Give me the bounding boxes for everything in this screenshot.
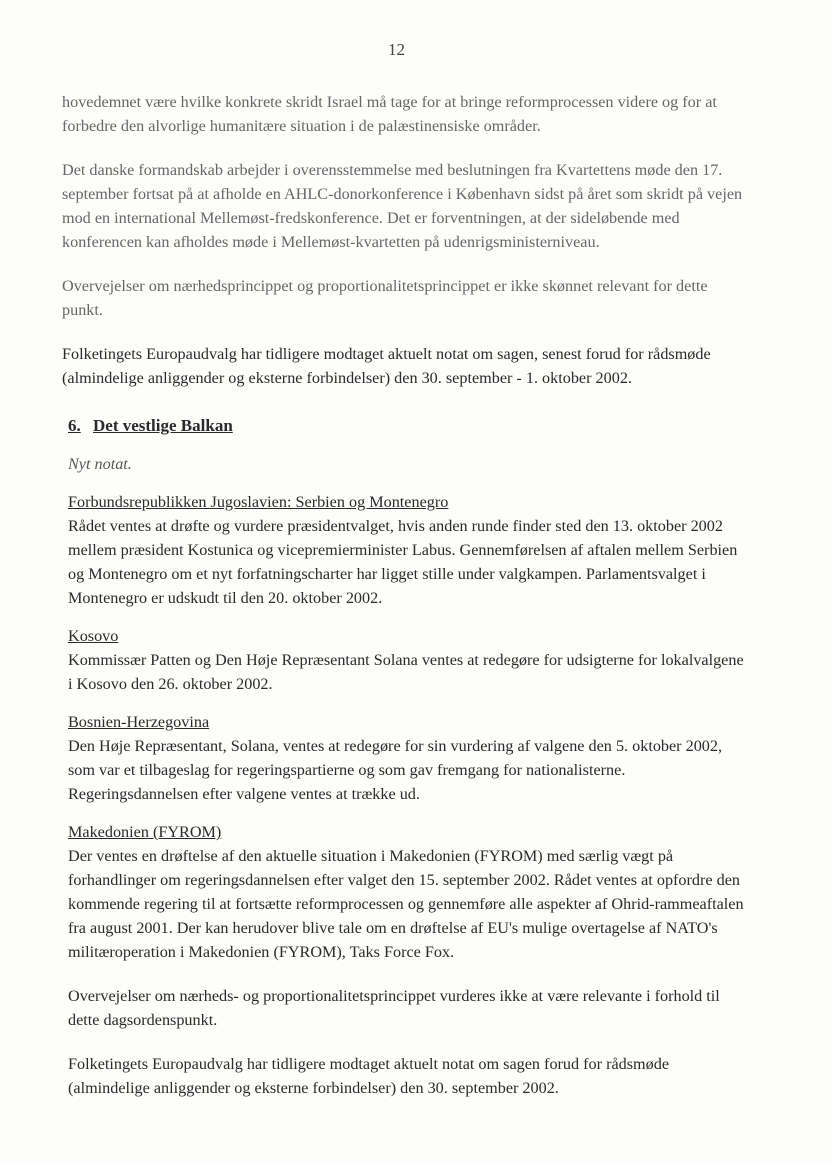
subsection-title: Forbundsrepublikken Jugoslavien: Serbien og Montenegro <box>68 493 449 511</box>
subsection-title: Bosnien-Herzegovina <box>68 713 210 731</box>
section-number: 6. <box>68 416 81 435</box>
document-body <box>62 90 752 1120</box>
subsection <box>68 820 752 964</box>
intro-paragraph: hovedemnet være hvilke konkrete skridt Israel må tage for at bringe reformprocessen videre og for at forbedre den alvorlige humanitære situation i de palæstinensiske områder. <box>62 93 717 135</box>
subsection <box>68 624 752 696</box>
subsection-title: Makedonien (FYROM) <box>68 823 222 841</box>
intro-paragraph: Folketingets Europaudvalg har tidligere modtaget aktuelt notat om sagen, senest forud for rådsmøde (almindelige anliggender og eksterne forbindelser) den 30. september - 1. oktober 2002. <box>62 345 711 387</box>
section-title: Det vestlige Balkan <box>93 416 233 435</box>
intro-paragraph: Overvejelser om nærhedsprincippet og proportionalitetsprincippet er ikke skønnet relevant for dette punkt. <box>62 277 708 319</box>
subsection-text: Rådet ventes at drøfte og vurdere præsidentvalget, hvis anden runde finder sted den 13. oktober 2002 mellem præsident Kostunica og vicepremierminister Labus. Gennemførelsen af aftalen mellem Serbien og Montenegro om et nyt forfatningscharter har ligget stille under valgkampen. Parlamentsvalget i Montenegro er udskudt til den 20. oktober 2002. <box>68 517 738 607</box>
closing-paragraph: Folketingets Europaudvalg har tidligere modtaget aktuelt notat om sagen forud for rådsmøde (almindelige anliggender og eksterne forbindelser) den 30. september 2002. <box>68 1055 670 1097</box>
subsection <box>68 490 752 610</box>
closing-paragraph: Overvejelser om nærheds- og proportionalitetsprincippet vurderes ikke at være relevante i forhold til dette dagsordenspunkt. <box>68 987 720 1029</box>
subsection <box>68 710 752 806</box>
subsection-text: Kommissær Patten og Den Høje Repræsentant Solana ventes at redegøre for udsigterne for lokalvalgene i Kosovo den 26. oktober 2002. <box>68 651 744 693</box>
intro-paragraph: Det danske formandskab arbejder i overensstemmelse med beslutningen fra Kvartettens møde den 17. september fortsat på at afholde en AHLC-donorkonference i København sidst på året som skridt på vejen mod en international Mellemøst-fredskonference. Det er forventningen, at der sideløbende med konferencen kan afholdes møde i Mellemøst-kvartetten på udenrigsministerniveau. <box>62 161 743 251</box>
subsection-text: Der ventes en drøftelse af den aktuelle situation i Makedonien (FYROM) med særlig vægt på forhandlinger om regeringsdannelsen efter valget den 15. september 2002. Rådet ventes at opfordre den kommende regering til at fortsætte reformprocessen og gennemføre alle aspekter af Ohrid-rammeaftalen fra august 2001. Der kan herudover blive tale om en drøftelse af EU's mulige overtagelse af NATO's militæroperation i Makedonien (FYROM), Taks Force Fox. <box>68 847 744 961</box>
section-note: Nyt notat. <box>68 455 132 473</box>
page-number: 12 <box>388 40 405 59</box>
subsection-text: Den Høje Repræsentant, Solana, ventes at redegøre for sin vurdering af valgene den 5. oktober 2002, som var et tilbageslag for regeringspartierne og som gav fremgang for nationalisterne. Regeringsdannelsen efter valgene ventes at trække ud. <box>68 737 723 803</box>
section-heading <box>68 414 752 438</box>
subsection-title: Kosovo <box>68 627 119 645</box>
